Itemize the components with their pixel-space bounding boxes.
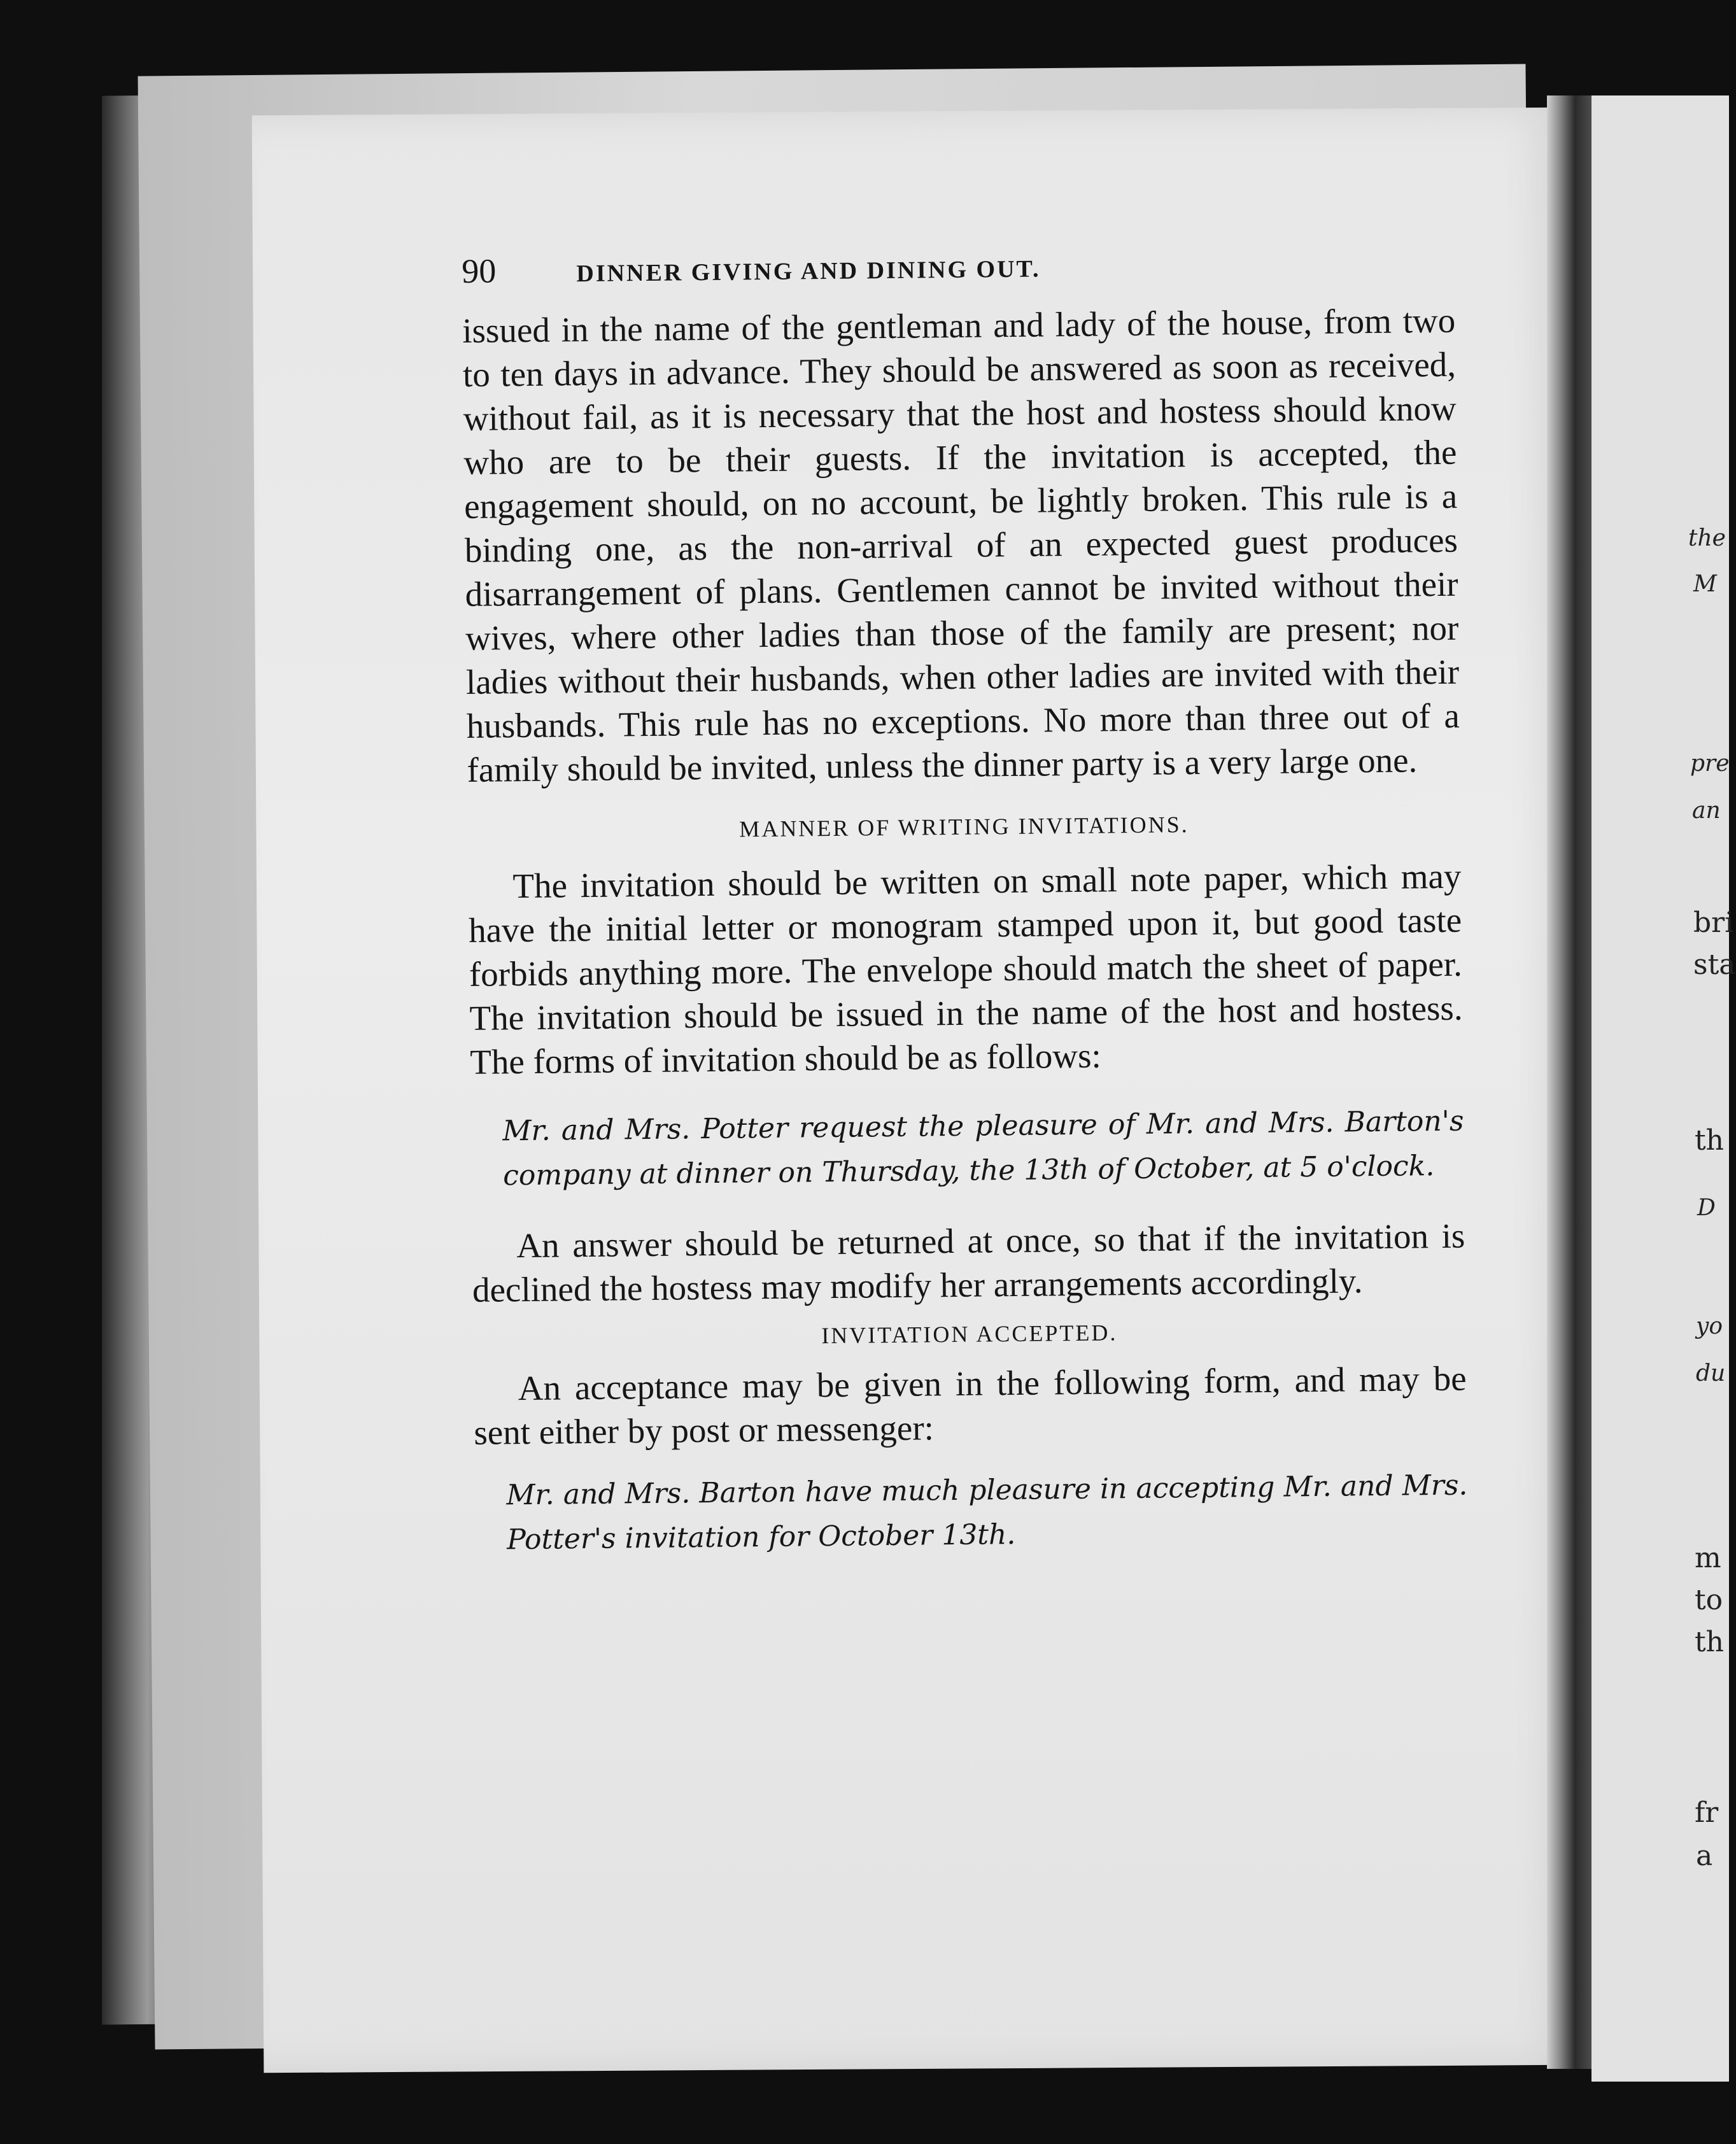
page-number: 90 xyxy=(462,251,497,290)
section-heading-writing-invitations: MANNER OF WRITING INVITATIONS. xyxy=(739,812,1189,842)
invitation-example: Mr. and Mrs. Potter request the pleasure of Mr. and Mrs. Barton's company at dinner on Thursday, the 13th of October, at 5 o'clock. xyxy=(502,1104,1464,1192)
facing-page-fragment: bri xyxy=(1693,906,1734,939)
facing-page-fragment: m xyxy=(1695,1542,1721,1574)
page-text-block xyxy=(462,241,1469,1588)
acceptance-example: Mr. and Mrs. Barton have much pleasure in accepting Mr. and Mrs. Potter's invitation for October 13th. xyxy=(506,1469,1468,1556)
facing-page-fragment: to xyxy=(1695,1584,1723,1616)
facing-page-fragment: th xyxy=(1695,1124,1725,1157)
facing-page-fragment: yo xyxy=(1696,1313,1723,1339)
section-heading-invitation-accepted: INVITATION ACCEPTED. xyxy=(821,1320,1118,1349)
facing-page xyxy=(1591,95,1729,2082)
page-header xyxy=(462,241,1455,309)
facing-page-fragment: pre xyxy=(1690,751,1730,777)
running-head: DINNER GIVING AND DINING OUT. xyxy=(576,255,1041,288)
paragraph-answer: An answer should be returned at once, so that if the invitation is declined the hostess may modify her arrangements accordingly. xyxy=(472,1216,1465,1309)
facing-page-fragment: sta xyxy=(1693,949,1736,981)
book-gutter xyxy=(1547,95,1598,2069)
facing-page-fragment: an xyxy=(1692,798,1721,824)
facing-page-fragment: fr xyxy=(1695,1796,1719,1829)
facing-page-fragment: M xyxy=(1693,571,1717,597)
facing-page-fragment: th xyxy=(1695,1626,1725,1658)
paragraph-writing-invitations: The invitation should be written on small note paper, which may have the initial letter or monogram stamped upon it, but good taste forbids anything more. The envelope should match the sheet of paper. The invitation should be issued in the name of the host and hostess. The forms of invitation should be as follows: xyxy=(468,856,1463,1082)
facing-page-fragment: du xyxy=(1696,1360,1726,1386)
facing-page-fragment: a xyxy=(1696,1840,1713,1872)
paragraph-dinner-invitations: issued in the name of the gentleman and lady of the house, from two to ten days in advance. They should be answered as soon as received, without fail, as it is necessary that the host and hostess should know who are to be their guests. If the invitation is accepted, the engagement should, on no account, be lightly broken. This rule is a binding one, as the non-arrival of an expected guest produces disarrangement of plans. Gentlemen cannot be invited without their wives, where other ladies than those of the family are present; nor ladies without their husbands, when other ladies are invited with their husbands. This rule has no exceptions. No more than three out of a family should be invited, unless the dinner party is a very large one. xyxy=(462,300,1460,789)
facing-page-fragment: D xyxy=(1697,1195,1716,1221)
facing-page-fragment: the xyxy=(1688,525,1726,551)
paragraph-acceptance: An acceptance may be given in the following form, and may be sent either by post or messenger: xyxy=(474,1358,1467,1452)
